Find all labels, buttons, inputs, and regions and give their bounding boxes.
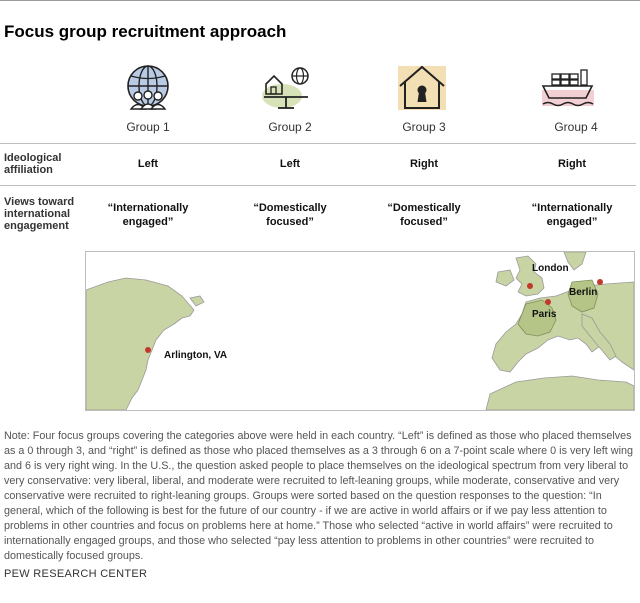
paris-marker [545, 299, 551, 305]
london-marker [527, 283, 533, 289]
group-1-views-line2: engaged” [122, 216, 174, 228]
row-header-ideology-line1: Ideological [4, 152, 62, 164]
top-rule [0, 0, 640, 1]
paris-label: Paris [532, 309, 557, 320]
row-header-views-line1: Views toward [4, 196, 75, 208]
row-header-views-line2: international [4, 208, 71, 220]
group-4-views [507, 201, 637, 229]
group-3-ideology: Right [409, 158, 439, 170]
house-keyhole-icon [396, 64, 452, 112]
source-credit: PEW RESEARCH CENTER [4, 568, 148, 580]
row-header-views-line3: engagement [4, 220, 69, 232]
divider-top [0, 143, 636, 144]
row-header-ideology [4, 152, 61, 176]
row-header-views [4, 196, 74, 232]
cargo-ship-icon [540, 64, 596, 112]
group-2-views-line2: focused” [266, 216, 314, 228]
group-2-label: Group 2 [268, 120, 312, 134]
london-label: London [532, 263, 569, 274]
page-title: Focus group recruitment approach [4, 22, 287, 41]
group-2-ideology: Left [279, 158, 301, 170]
group-4-views-line2: engaged” [546, 216, 598, 228]
methodology-note: Note: Four focus groups covering the categories above were held in each country. “Left” is defined as those who placed themselves as a 0 through 3, and “right” is defined as those who placed themselves as a 3 through 6 on a 7-point scale where 0 is very left wing and 6 is very right wing. In the U.S., the question asked people to place themselves on the ideological spectrum from very liberal to very conservative: very liberal, liberal, and moderate were recruited to left-leaning groups, while moderate, conservative and very conservative were recruited to right-leaning groups. Groups were sorted based on the question responses to the question: “In general, which of the following is best for the future of our country - if we are active in world affairs or if we pay less attention to problems in other countries and focus on problems here at home.” Those who selected “active in world affairs” were recruited to internationally engaged groups, and those who selected “pay less attention to problems in other countries” were recruited to domestically focused groups. [4, 430, 633, 562]
row-header-ideology-line2: affiliation [4, 164, 53, 176]
group-1-views [83, 201, 213, 229]
group-4-ideology: Right [557, 158, 587, 170]
berlin-marker [597, 279, 603, 285]
group-2-views [225, 201, 355, 229]
group-3-views [359, 201, 489, 229]
arlington-label: Arlington, VA [164, 350, 228, 361]
group-1-views-line1: “Internationally [107, 202, 189, 214]
map-svg [86, 252, 634, 410]
location-map [85, 251, 635, 411]
group-1-label: Group 1 [126, 120, 170, 134]
divider-middle [0, 185, 636, 186]
house-scale-globe-icon [260, 64, 316, 112]
group-3-label: Group 3 [402, 120, 446, 134]
berlin-label: Berlin [569, 287, 598, 298]
group-3-views-line1: “Domestically [387, 202, 461, 214]
arlington-marker [145, 347, 151, 353]
group-2-views-line1: “Domestically [253, 202, 327, 214]
group-3-views-line2: focused” [400, 216, 448, 228]
globe-people-icon [120, 64, 176, 112]
group-4-views-line1: “Internationally [531, 202, 613, 214]
group-1-ideology: Left [137, 158, 159, 170]
group-4-label: Group 4 [554, 120, 598, 134]
